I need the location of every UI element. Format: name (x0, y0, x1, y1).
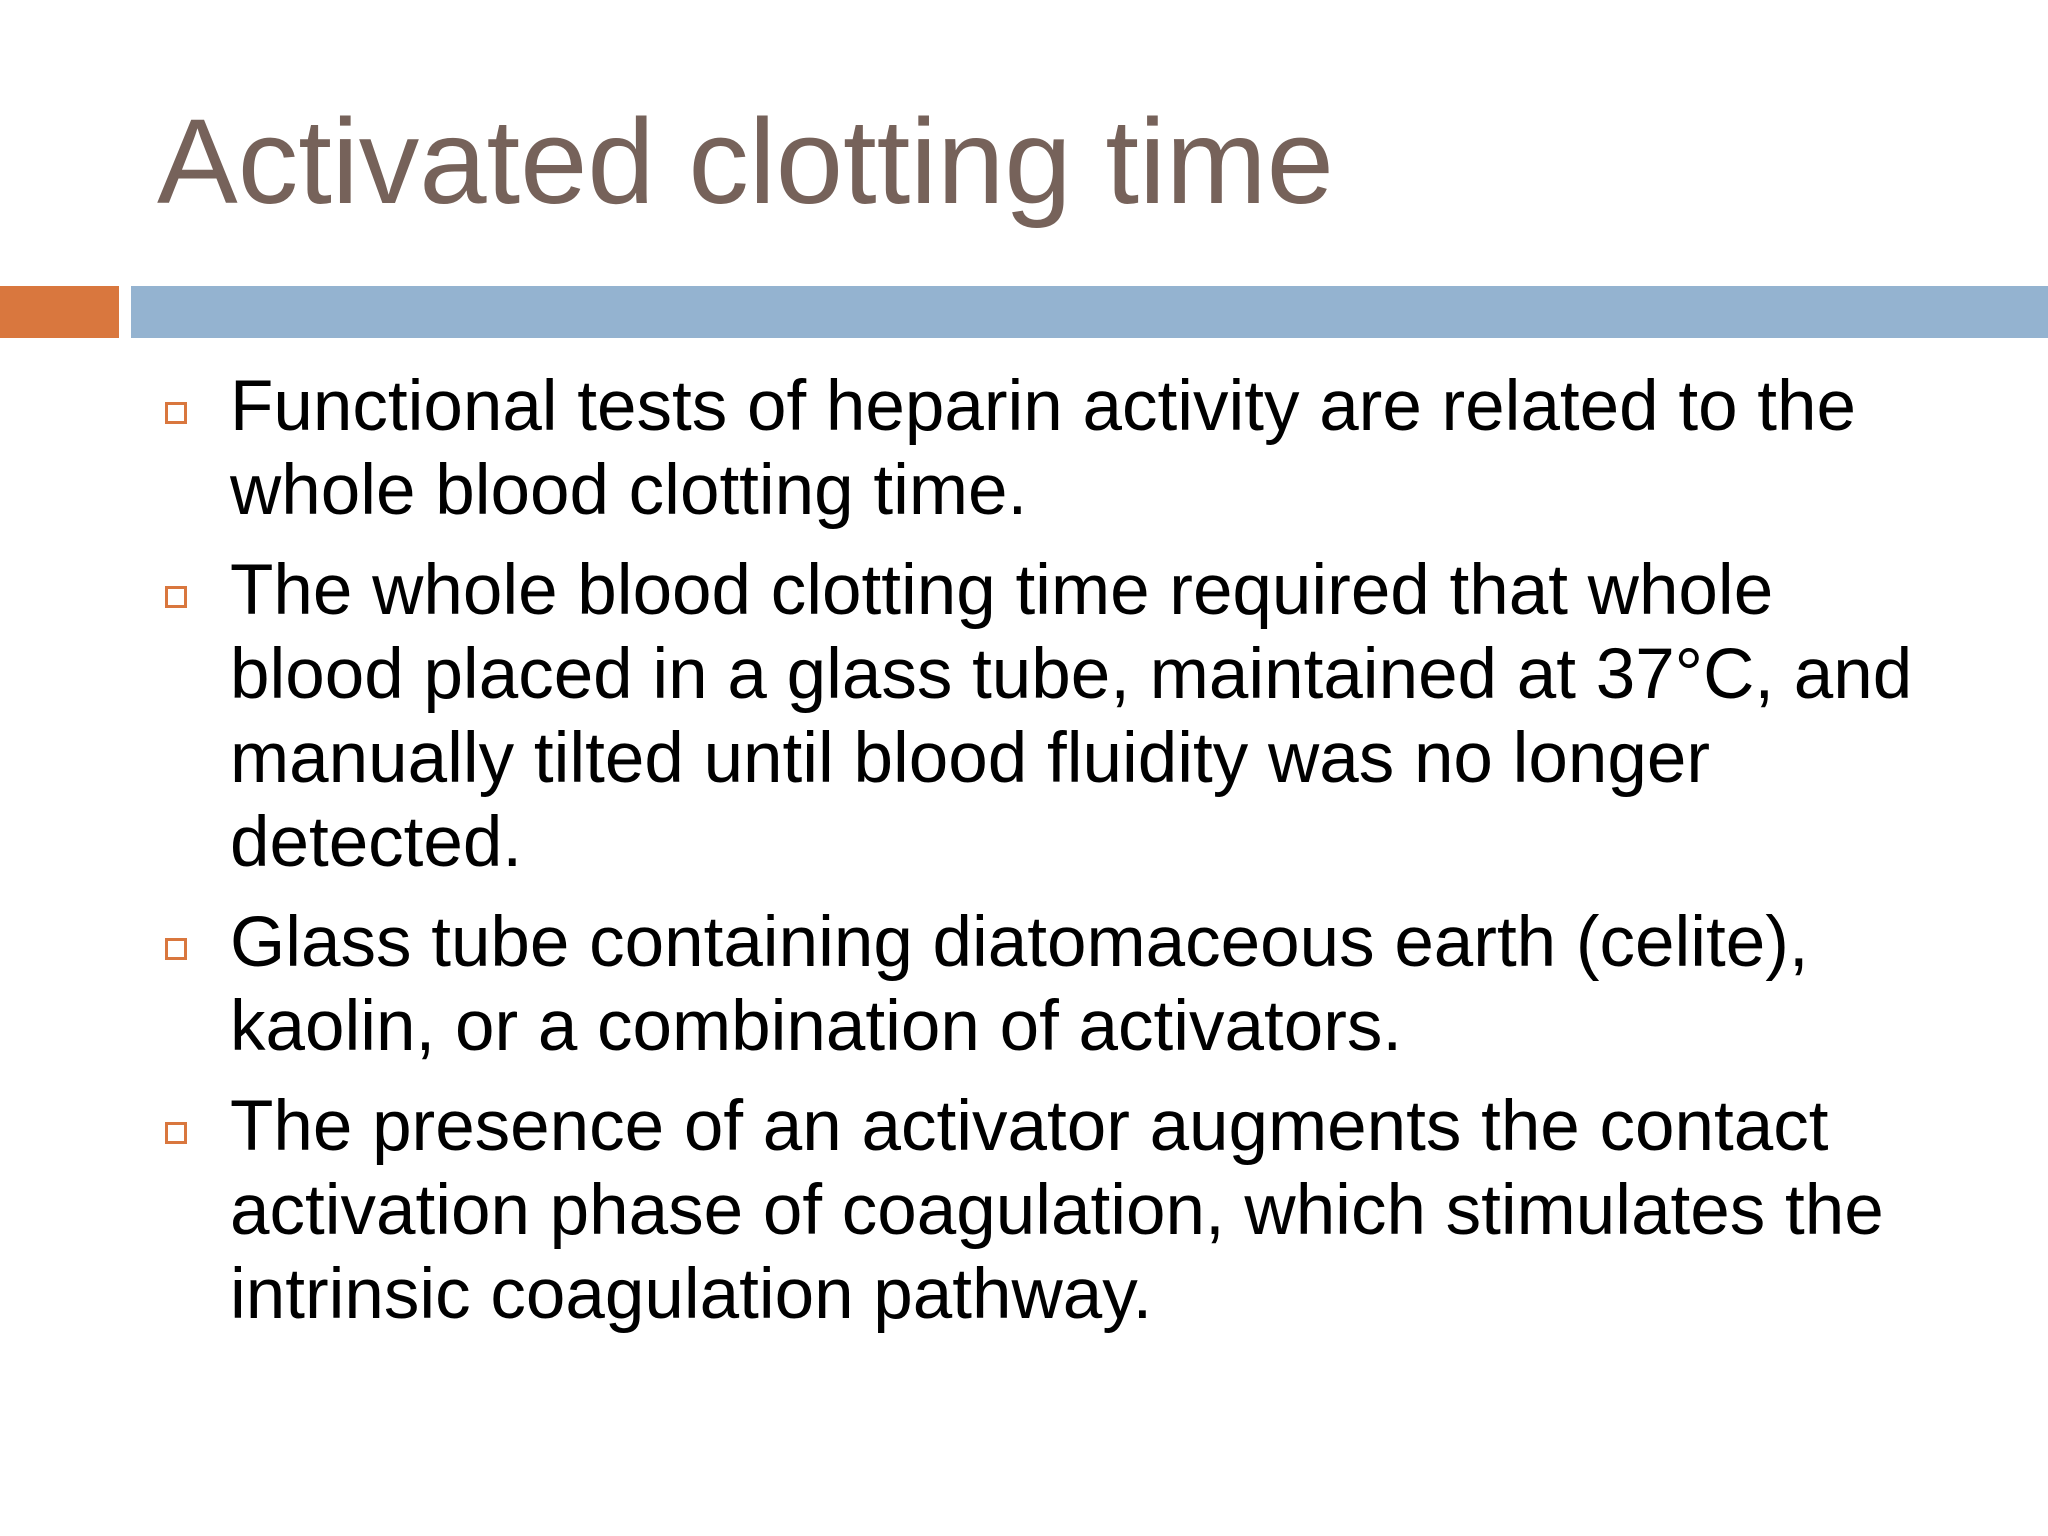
bullet-text: The whole blood clotting time required that whole blood placed in a glass tube, maintained at 37°C, and manually tilted until blood fluidity was no longer detected. (230, 551, 1913, 882)
title-accent-bar-orange (0, 286, 119, 338)
hollow-square-icon (165, 586, 187, 608)
bullet-text: The presence of an activator augments the contact activation phase of coagulation, which stimulates the intrinsic coagulation pathway. (230, 1087, 1884, 1334)
bullet-list (160, 365, 1960, 1353)
bullet-item (160, 901, 1960, 1069)
title-accent-bar-blue (131, 286, 2048, 338)
hollow-square-icon (165, 1122, 187, 1144)
bullet-text: Glass tube containing diatomaceous earth (celite), kaolin, or a combination of activators. (230, 903, 1809, 1066)
hollow-square-icon (165, 938, 187, 960)
bullet-item (160, 549, 1960, 885)
hollow-square-icon (165, 402, 187, 424)
bullet-item (160, 1085, 1960, 1337)
slide-title: Activated clotting time (157, 93, 1334, 229)
bullet-item (160, 365, 1960, 533)
bullet-text: Functional tests of heparin activity are related to the whole blood clotting time. (230, 367, 1856, 530)
